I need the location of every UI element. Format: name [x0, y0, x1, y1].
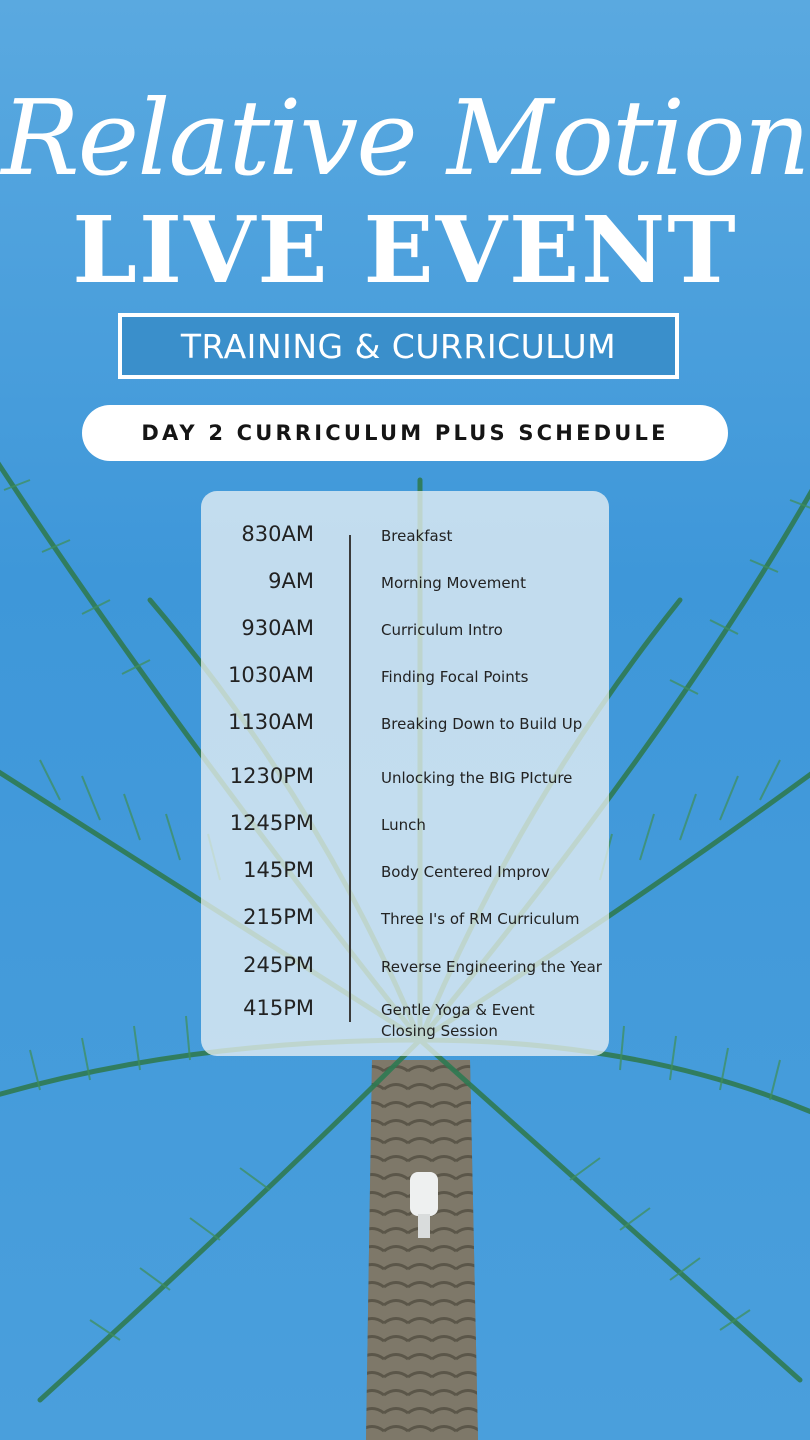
schedule-activity: Morning Movement [381, 574, 526, 592]
schedule-activity: Three I's of RM Curriculum [381, 910, 580, 928]
live-event-heading: LIVE EVENT [72, 196, 738, 304]
day-schedule-pill [82, 405, 728, 461]
training-banner [118, 313, 679, 379]
day-schedule-label: DAY 2 CURRICULUM PLUS SCHEDULE [141, 421, 669, 445]
schedule-activity: Body Centered Improv [381, 863, 550, 881]
schedule-time: 830AM [241, 522, 314, 546]
schedule-activity: Breaking Down to Build Up [381, 715, 583, 733]
schedule-time: 1230PM [229, 764, 314, 788]
schedule-activity: Lunch [381, 816, 426, 834]
schedule-activity: Curriculum Intro [381, 621, 503, 639]
schedule-time: 245PM [243, 953, 314, 977]
schedule-activity: Breakfast [381, 527, 453, 545]
schedule-time: 145PM [243, 858, 314, 882]
schedule-time: 1130AM [228, 710, 314, 734]
schedule-divider [349, 535, 351, 1022]
schedule-time: 1030AM [228, 663, 314, 687]
schedule-time: 930AM [241, 616, 314, 640]
schedule-activity: Gentle Yoga & Event Closing Session [381, 1001, 535, 1040]
schedule-time: 215PM [243, 905, 314, 929]
schedule-time: 9AM [268, 569, 314, 593]
event-name-script: Relative Motion [1, 77, 809, 199]
schedule-time: 415PM [243, 996, 314, 1020]
training-banner-label: TRAINING & CURRICULUM [180, 326, 617, 366]
schedule-activity: Unlocking the BIG PIcture [381, 769, 573, 787]
schedule-activity: Reverse Engineering the Year [381, 958, 602, 976]
schedule-card [201, 491, 609, 1056]
schedule-activity: Finding Focal Points [381, 668, 529, 686]
schedule-time: 1245PM [229, 811, 314, 835]
